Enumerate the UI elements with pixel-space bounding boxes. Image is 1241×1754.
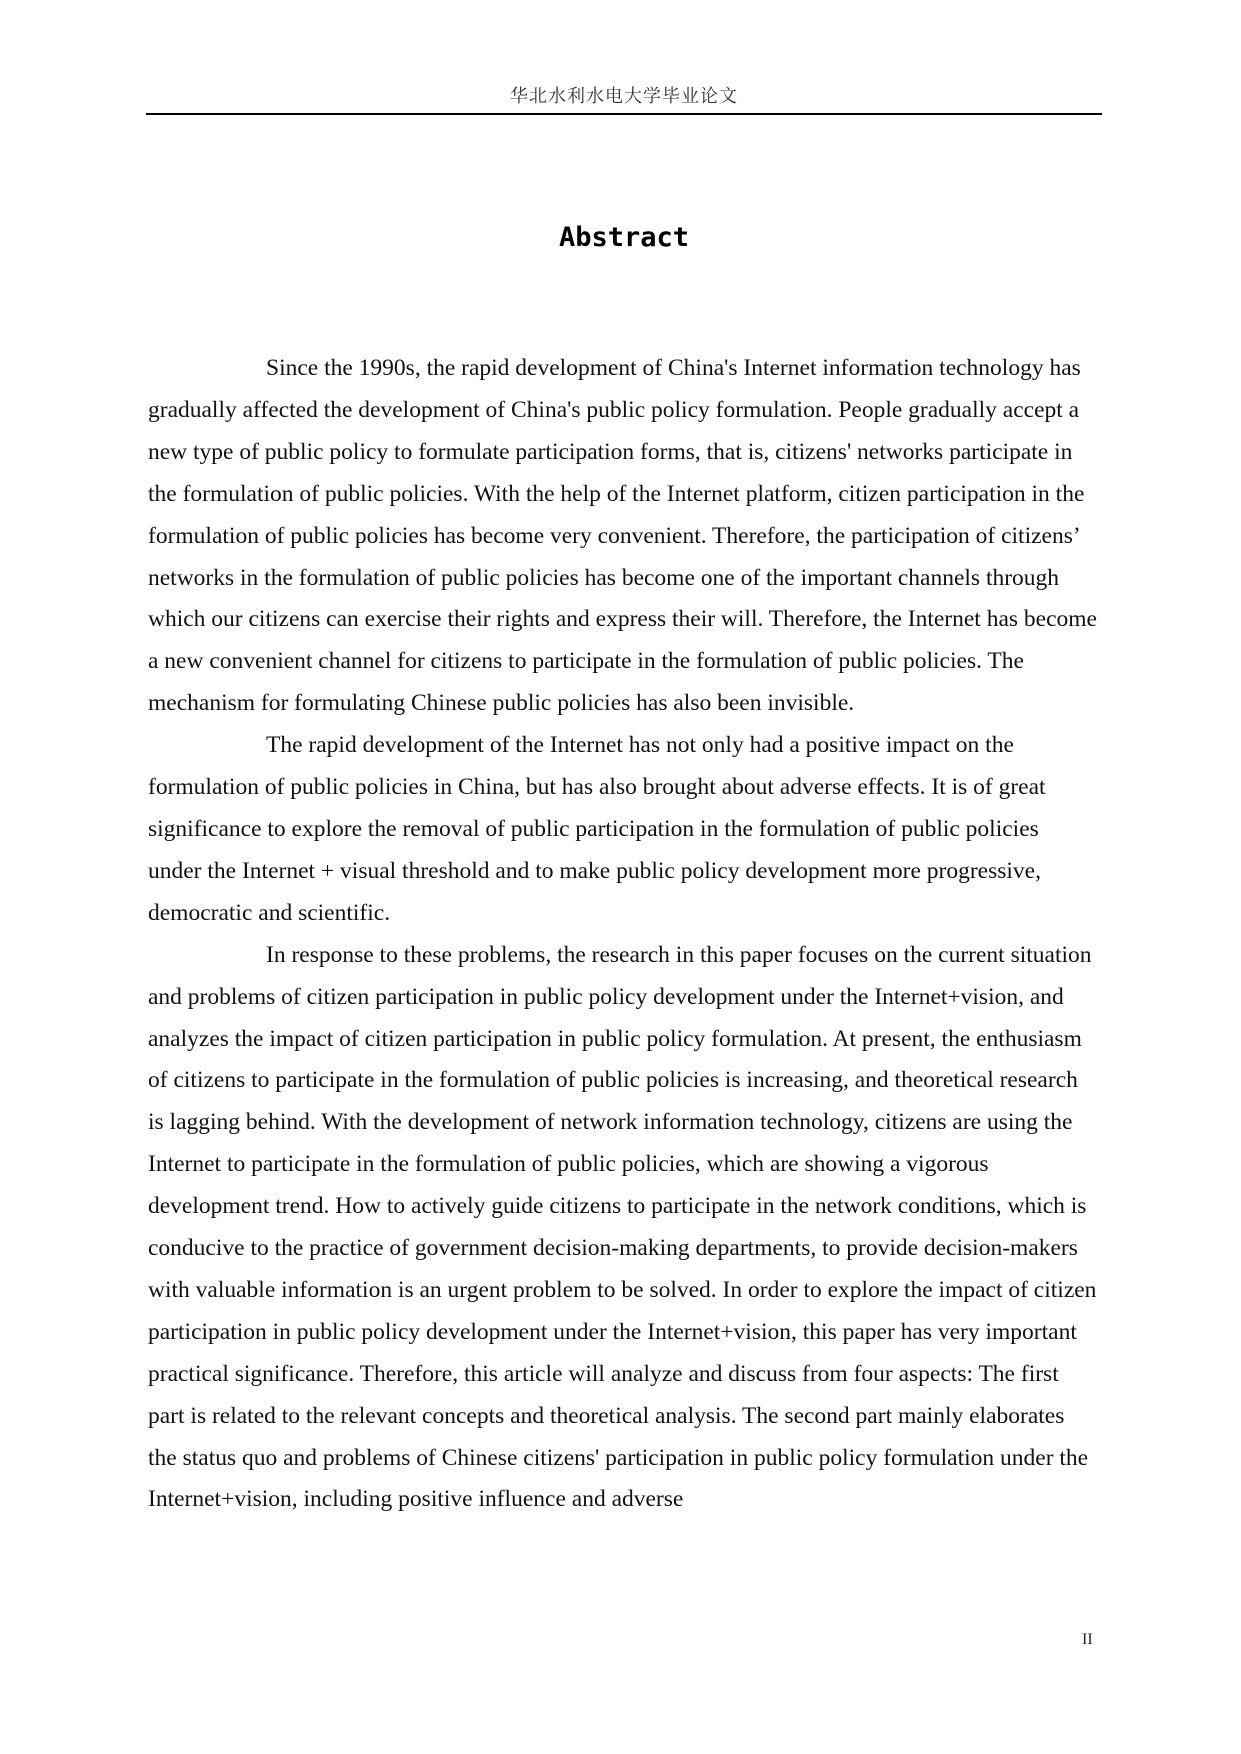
abstract-paragraph-2: The rapid development of the Internet has not only had a positive impact on the formulation of public policies in China, but has also brought about adverse effects. It is of great significance to explore the removal of public participation in the formulation of public policies under the Internet + visual threshold and to make public policy development more progressive, democratic and scientific.: [148, 732, 1046, 926]
page-header-title: 华北水利水电大学毕业论文: [510, 86, 738, 107]
abstract-paragraph-1: Since the 1990s, the rapid development of China's Internet information technology has gradually affected the development of China's public policy formulation. People gradually accept a new type of public policy to formulate participation forms, that is, citizens' networks participate in the formulation of public policies. With the help of the Internet platform, citizen participation in the formulation of public policies has become very convenient. Therefore, the participation of citizens’ networks in the formulation of public policies has become one of the important channels through which our citizens can exercise their rights and express their will. Therefore, the Internet has become a new convenient channel for citizens to participate in the formulation of public policies. The mechanism for formulating Chinese public policies has also been invisible.: [148, 355, 1097, 717]
abstract-body: [148, 348, 1098, 1521]
abstract-paragraph-3: In response to these problems, the research in this paper focuses on the current situation and problems of citizen participation in public policy development under the Internet+vision, and analyzes the impact of citizen participation in public policy formulation. At present, the enthusiasm of citizens to participate in the formulation of public policies is increasing, and theoretical research is lagging behind. With the development of network information technology, citizens are using the Internet to participate in the formulation of public policies, which are showing a vigorous development trend. How to actively guide citizens to participate in the network conditions, which is conducive to the practice of government decision-making departments, to provide decision-makers with valuable information is an urgent problem to be solved. In order to explore the impact of citizen participation in public policy development under the Internet+vision, this paper has very important practical significance. Therefore, this article will analyze and discuss from four aspects: The first part is related to the relevant concepts and theoretical analysis. The second part mainly elaborates the status quo and problems of Chinese citizens' participation in public policy formulation under the Internet+vision, including positive influence and adverse: [148, 941, 1097, 1513]
page-number: II: [1082, 1631, 1093, 1648]
abstract-heading: Abstract: [558, 222, 690, 253]
header-divider: [146, 113, 1102, 115]
